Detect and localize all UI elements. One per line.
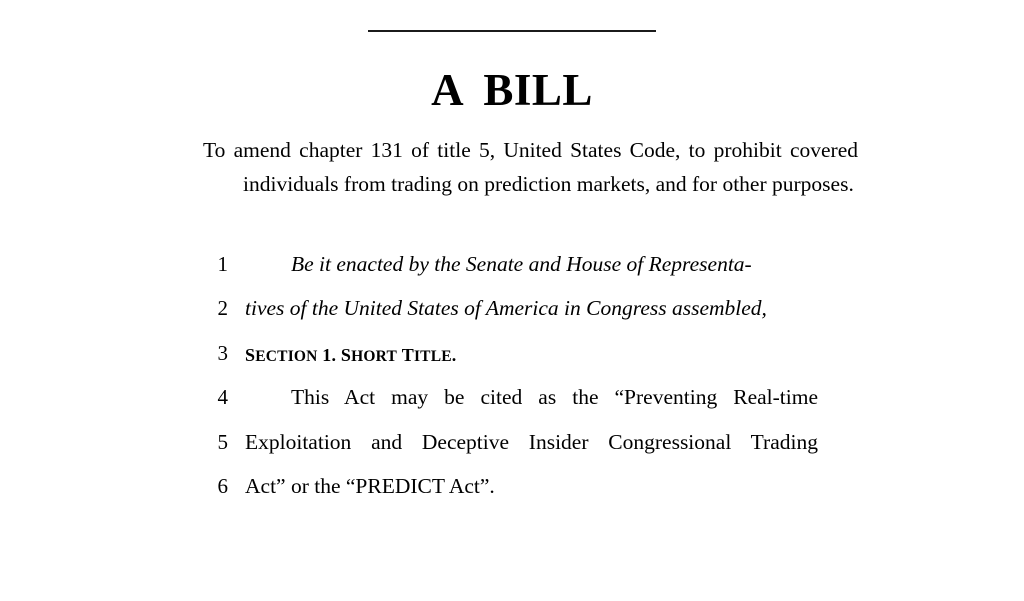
- line-number: 5: [217, 429, 228, 454]
- section-heading-short-rest: HORT: [351, 347, 398, 365]
- line-number: 3: [217, 340, 228, 365]
- line-number: 6: [217, 473, 228, 498]
- section-heading-number: 1.: [322, 344, 337, 365]
- horizontal-rule-divider: [368, 30, 656, 32]
- bill-line-6: [0, 472, 1024, 516]
- section-heading: [245, 341, 818, 371]
- bill-line-2: [0, 294, 1024, 338]
- bill-line-3: [0, 339, 1024, 383]
- line-number: 2: [217, 296, 228, 321]
- section-heading-ection: ECTION: [255, 347, 318, 365]
- section-heading-period: .: [451, 344, 457, 365]
- top-divider-container: [0, 22, 1024, 40]
- line-content: This Act may be cited as the “Preventing Real-time: [291, 385, 818, 410]
- line-content: Exploitation and Deceptive Insider Congressional Trading: [245, 429, 818, 454]
- bill-line-4: [0, 383, 1024, 427]
- line-number: 1: [217, 252, 228, 276]
- bill-preamble-text: To amend chapter 131 of title 5, United States Code, to prohibit covered individuals from trading on prediction markets, and for other purposes.: [203, 138, 858, 196]
- section-heading-title-rest: ITLE: [413, 347, 452, 365]
- line-content: Act” or the “PREDICT Act”.: [245, 473, 495, 498]
- section-heading-short-s: S: [340, 344, 352, 365]
- line-number: 4: [217, 385, 228, 410]
- bill-body-lines: [0, 250, 1024, 516]
- line-content: Be it enacted by the Senate and House of Representa-: [291, 252, 752, 276]
- bill-line-5: [0, 428, 1024, 472]
- section-heading-title-t: T: [401, 344, 414, 365]
- section-heading-s: S: [245, 344, 256, 365]
- line-content: tives of the United States of America in Congress assembled,: [245, 296, 767, 321]
- page-title: A BILL: [431, 65, 593, 115]
- bill-line-1: [0, 250, 1024, 294]
